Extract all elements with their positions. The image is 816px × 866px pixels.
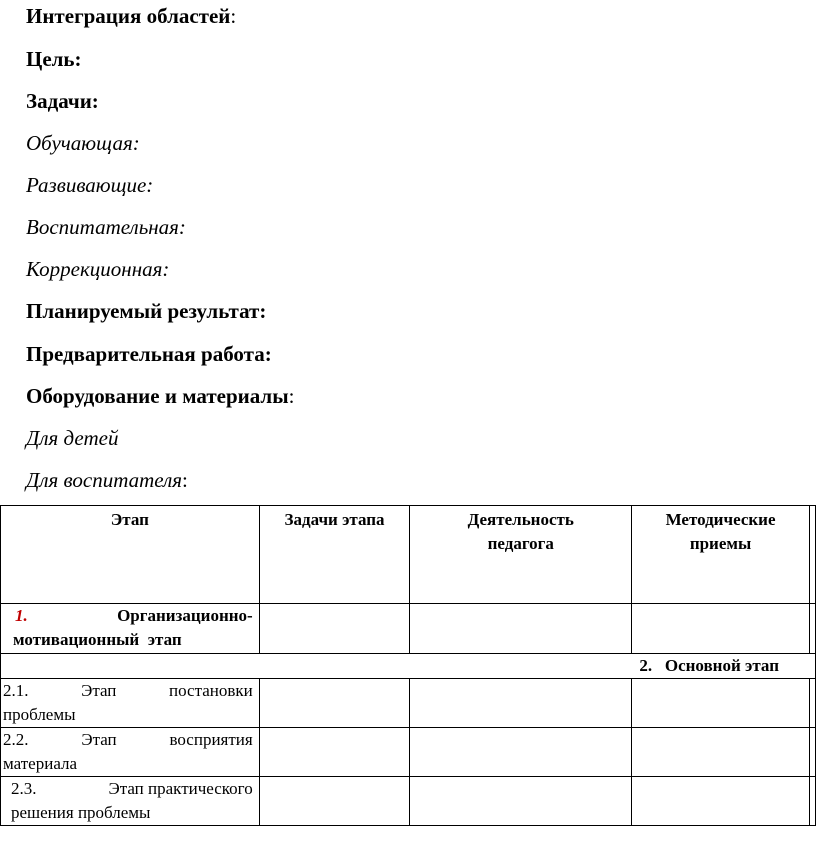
table-row xyxy=(1,728,816,777)
integration-label: Интеграция областей xyxy=(26,4,231,28)
stage-2-3-line2: решения проблемы xyxy=(11,803,151,822)
lesson-plan-table xyxy=(0,505,816,826)
stage-2-1-word1: Этап xyxy=(81,681,117,700)
stage1-title-part1: Организационно- xyxy=(117,606,253,625)
stage-2-2-num: 2.2. xyxy=(3,730,29,749)
planned-result-heading: Планируемый результат: xyxy=(26,299,267,323)
stage1-methods-cell xyxy=(632,604,810,654)
stage-2-3-text1: Этап практического xyxy=(108,779,253,798)
stage-2-1-tasks xyxy=(259,679,410,728)
stage1-tasks-cell xyxy=(259,604,410,654)
stage1-activity-cell xyxy=(410,604,632,654)
stage-2-3-tasks xyxy=(259,777,410,826)
stage-2-2-word2: восприятия xyxy=(169,730,253,749)
stage-2-3-activity xyxy=(410,777,632,826)
stage2-heading-row xyxy=(1,654,816,679)
header-teacher-activity xyxy=(410,506,632,604)
integration-colon: : xyxy=(230,4,237,28)
stage-2-1-cell xyxy=(1,679,260,728)
stage1-title-part2: мотивационный этап xyxy=(13,630,182,649)
stage1-line1 xyxy=(15,604,253,628)
extra-cell xyxy=(810,679,816,728)
table-header-row xyxy=(1,506,816,604)
header-methods-text: Методические приемы xyxy=(665,510,776,553)
equipment-heading xyxy=(26,384,294,408)
stage-2-3-methods xyxy=(632,777,810,826)
table-row xyxy=(1,604,816,654)
stage-2-2-cell xyxy=(1,728,260,777)
extra-cell xyxy=(810,506,816,604)
stage-2-2-methods xyxy=(632,728,810,777)
table-row xyxy=(1,679,816,728)
stage1-number: 1. xyxy=(15,606,28,625)
for-children: Для детей xyxy=(26,426,119,450)
equipment-label: Оборудование и материалы xyxy=(26,384,289,408)
for-teacher-label: Для воспитателя xyxy=(26,468,182,492)
equipment-colon: : xyxy=(288,384,295,408)
for-teacher xyxy=(26,468,188,492)
stage-2-2-line2: материала xyxy=(3,754,78,773)
stage-2-3-line1 xyxy=(11,777,253,801)
stage-2-3-cell xyxy=(1,777,260,826)
stage1-cell xyxy=(1,604,260,654)
header-stage-tasks: Задачи этапа xyxy=(259,506,410,604)
extra-cell xyxy=(810,777,816,826)
stage-2-1-line1 xyxy=(3,679,253,703)
developing-task: Развивающие: xyxy=(26,173,154,197)
goal-heading: Цель: xyxy=(26,47,82,71)
stage-2-3-num: 2.3. xyxy=(11,779,37,798)
teaching-task: Обучающая: xyxy=(26,131,140,155)
educational-task: Воспитательная: xyxy=(26,215,186,239)
extra-cell xyxy=(810,604,816,654)
header-stage: Этап xyxy=(1,506,260,604)
header-methods xyxy=(632,506,810,604)
stage-2-1-word2: постановки xyxy=(169,681,253,700)
preliminary-work-heading: Предварительная работа: xyxy=(26,342,272,366)
correctional-task: Коррекционная: xyxy=(26,257,170,281)
stage-2-2-word1: Этап xyxy=(81,730,117,749)
integration-heading xyxy=(26,4,236,28)
stage-2-2-line1 xyxy=(3,728,253,752)
stage-2-1-activity xyxy=(410,679,632,728)
stage2-heading: 2. Основной этап xyxy=(1,654,816,679)
tasks-heading: Задачи: xyxy=(26,89,99,113)
for-teacher-colon: : xyxy=(182,468,188,492)
stage-2-2-activity xyxy=(410,728,632,777)
stage-2-2-tasks xyxy=(259,728,410,777)
stage-2-1-num: 2.1. xyxy=(3,681,29,700)
stage-2-1-methods xyxy=(632,679,810,728)
extra-cell xyxy=(810,728,816,777)
table-row xyxy=(1,777,816,826)
stage-2-1-line2: проблемы xyxy=(3,705,76,724)
header-teacher-activity-text: Деятельность педагога xyxy=(467,510,574,553)
